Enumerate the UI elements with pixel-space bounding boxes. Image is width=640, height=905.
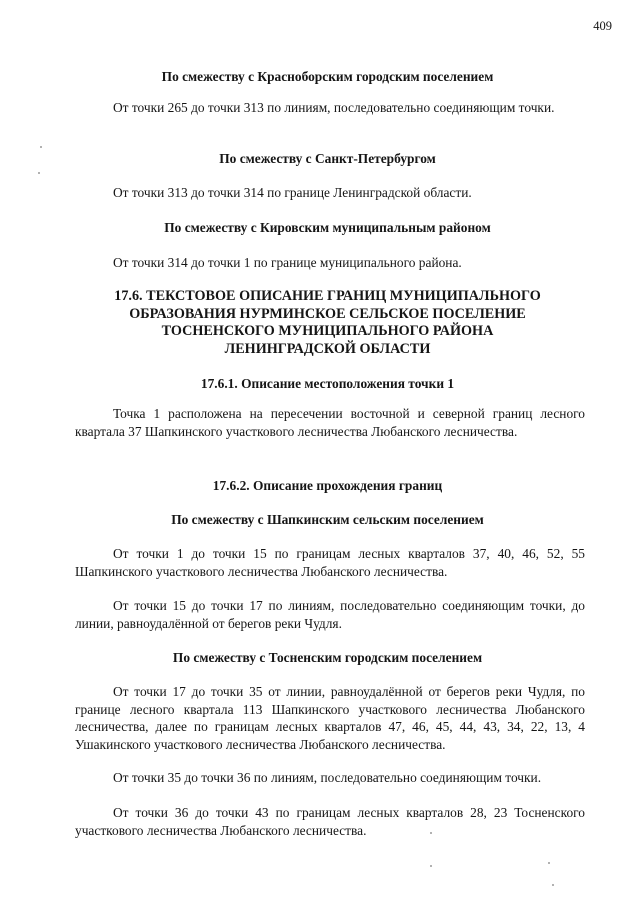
page-number: 409 [593,19,612,33]
paragraph-kirov [75,254,585,272]
section-title-line: ЛЕНИНГРАДСКОЙ ОБЛАСТИ [224,340,431,357]
paragraph-tosno-3-text: От точки 36 до точки 43 по границам лесных кварталов 28, 23 Тосненского участкового лесничества Любанского лесничества. [75,805,585,838]
heading-spb: По смежеству с Санкт-Петербургом [219,151,436,166]
paragraph-shapki-2-text: От точки 15 до точки 17 по линиям, последовательно соединяющим точки, до линии, равноудалённой от берегов реки Чудля. [75,598,585,631]
paragraph-tosno-1-text: От точки 17 до точки 35 от линии, равноудалённой от берегов реки Чудля, по границе лесного квартала 113 Шапкинского участкового лесничества Любанского лесничества, далее по границам лесных кварталов 47, 46, 45, 44, 43, 34, 22, 13, 4 Ушакинского участкового лесничества Любанского лесничества. [75,684,585,752]
scan-speck [548,862,550,864]
paragraph-spb [75,184,585,202]
paragraph-shapki-2 [75,597,585,632]
paragraph-shapki-1 [75,545,585,580]
paragraph-shapki-1-text: От точки 1 до точки 15 по границам лесных кварталов 37, 40, 46, 52, 55 Шапкинского участкового лесничества Любанского лесничества. [75,546,585,579]
section-title-line: ОБРАЗОВАНИЯ НУРМИНСКОЕ СЕЛЬСКОЕ ПОСЕЛЕНИЕ [129,305,526,322]
paragraph-krasnobor [75,99,585,117]
paragraph-tosno-3 [75,804,585,839]
paragraph-spb-text: От точки 313 до точки 314 по границе Ленинградской области. [113,185,472,200]
heading-point-1-location: 17.6.1. Описание местоположения точки 1 [200,376,455,391]
heading-krasnobor: По смежеству с Красноборским городским поселением [161,69,494,84]
scan-speck [430,832,432,834]
section-title [70,288,585,358]
heading-shapki: По смежеству с Шапкинским сельским поселением [171,512,484,527]
paragraph-point-1-text: Точка 1 расположена на пересечении восточной и северной границ лесного квартала 37 Шапкинского участкового лесничества Любанского лесничества. [75,406,585,439]
paragraph-tosno-2 [75,769,585,787]
heading-tosno: По смежеству с Тосненским городским поселением [172,650,483,665]
scan-speck [430,865,432,867]
section-title-line: ТОСНЕНСКОГО МУНИЦИПАЛЬНОГО РАЙОНА [161,323,494,339]
paragraph-tosno-2-text: От точки 35 до точки 36 по линиям, последовательно соединяющим точки. [113,770,542,785]
scan-speck [552,884,554,886]
paragraph-krasnobor-text: От точки 265 до точки 313 по линиям, последовательно соединяющим точки. [113,100,555,115]
scan-speck [38,172,40,174]
paragraph-kirov-text: От точки 314 до точки 1 по границе муниципального района. [113,255,462,270]
heading-boundary-description: 17.6.2. Описание прохождения границ [212,478,443,493]
scan-speck [40,146,42,148]
section-title-line: 17.6. ТЕКСТОВОЕ ОПИСАНИЕ ГРАНИЦ МУНИЦИПАЛЬНОГО [114,288,541,304]
heading-kirov: По смежеству с Кировским муниципальным районом [164,220,491,235]
paragraph-tosno-1 [75,683,585,753]
paragraph-point-1 [75,405,585,440]
